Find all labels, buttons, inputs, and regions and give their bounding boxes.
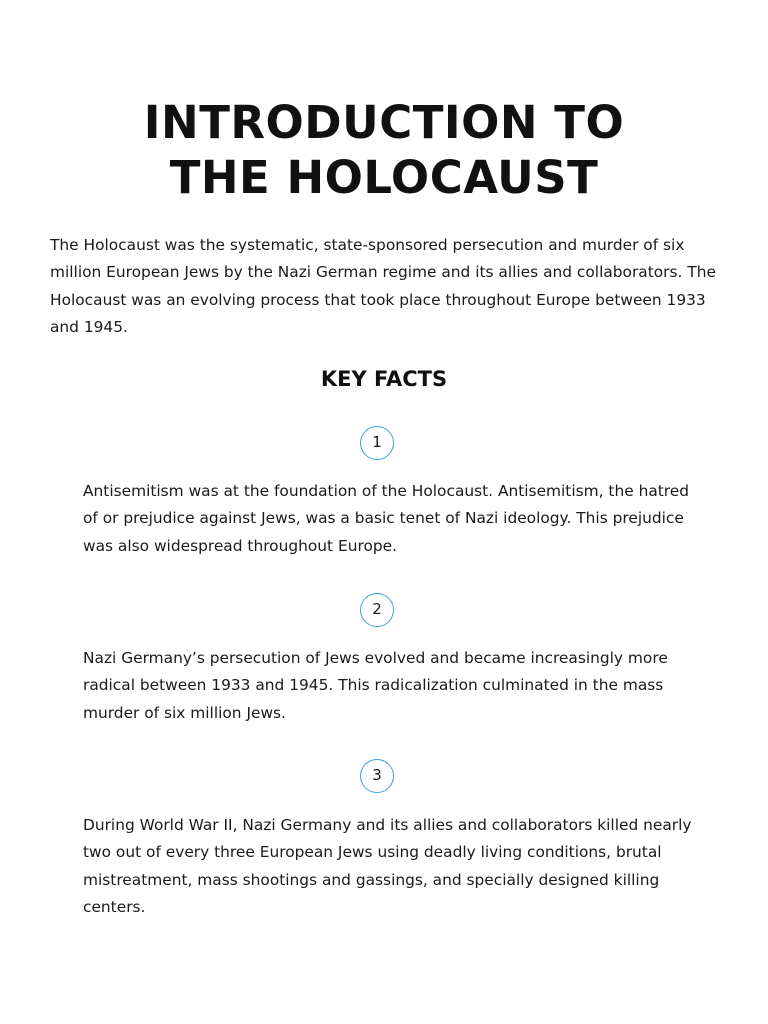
- title-line-1: INTRODUCTION TO: [143, 96, 625, 149]
- fact-text-1: Antisemitism was at the foundation of the Holocaust. Antisemitism, the hatred of or prejudice against Jews, was a basic tenet of Nazi ideology. This prejudice was also widespread throughout Europe.: [83, 482, 690, 555]
- intro-paragraph: The Holocaust was the systematic, state-sponsored persecution and murder of six million European Jews by the Nazi German regime and its allies and collaborators. The Holocaust was an evolving process that took place throughout Europe between 1933 and 1945.: [50, 236, 716, 336]
- fact-text-2: Nazi Germany’s persecution of Jews evolved and became increasingly more radical between 1933 and 1945. This radicalization culminated in the mass murder of six million Jews.: [83, 649, 668, 722]
- key-facts-heading: KEY FACTS: [320, 367, 448, 391]
- page-title: [0, 95, 768, 205]
- fact-number-badge-3: 3: [360, 759, 394, 793]
- fact-text-3: During World War II, Nazi Germany and its allies and collaborators killed nearly two out of every three European Jews using deadly living conditions, brutal mistreatment, mass shootings and gassings, and specially designed killing centers.: [83, 816, 692, 916]
- fact-number-badge-1: 1: [360, 426, 394, 460]
- title-line-2: THE HOLOCAUST: [169, 151, 599, 204]
- fact-number-badge-2: 2: [360, 593, 394, 627]
